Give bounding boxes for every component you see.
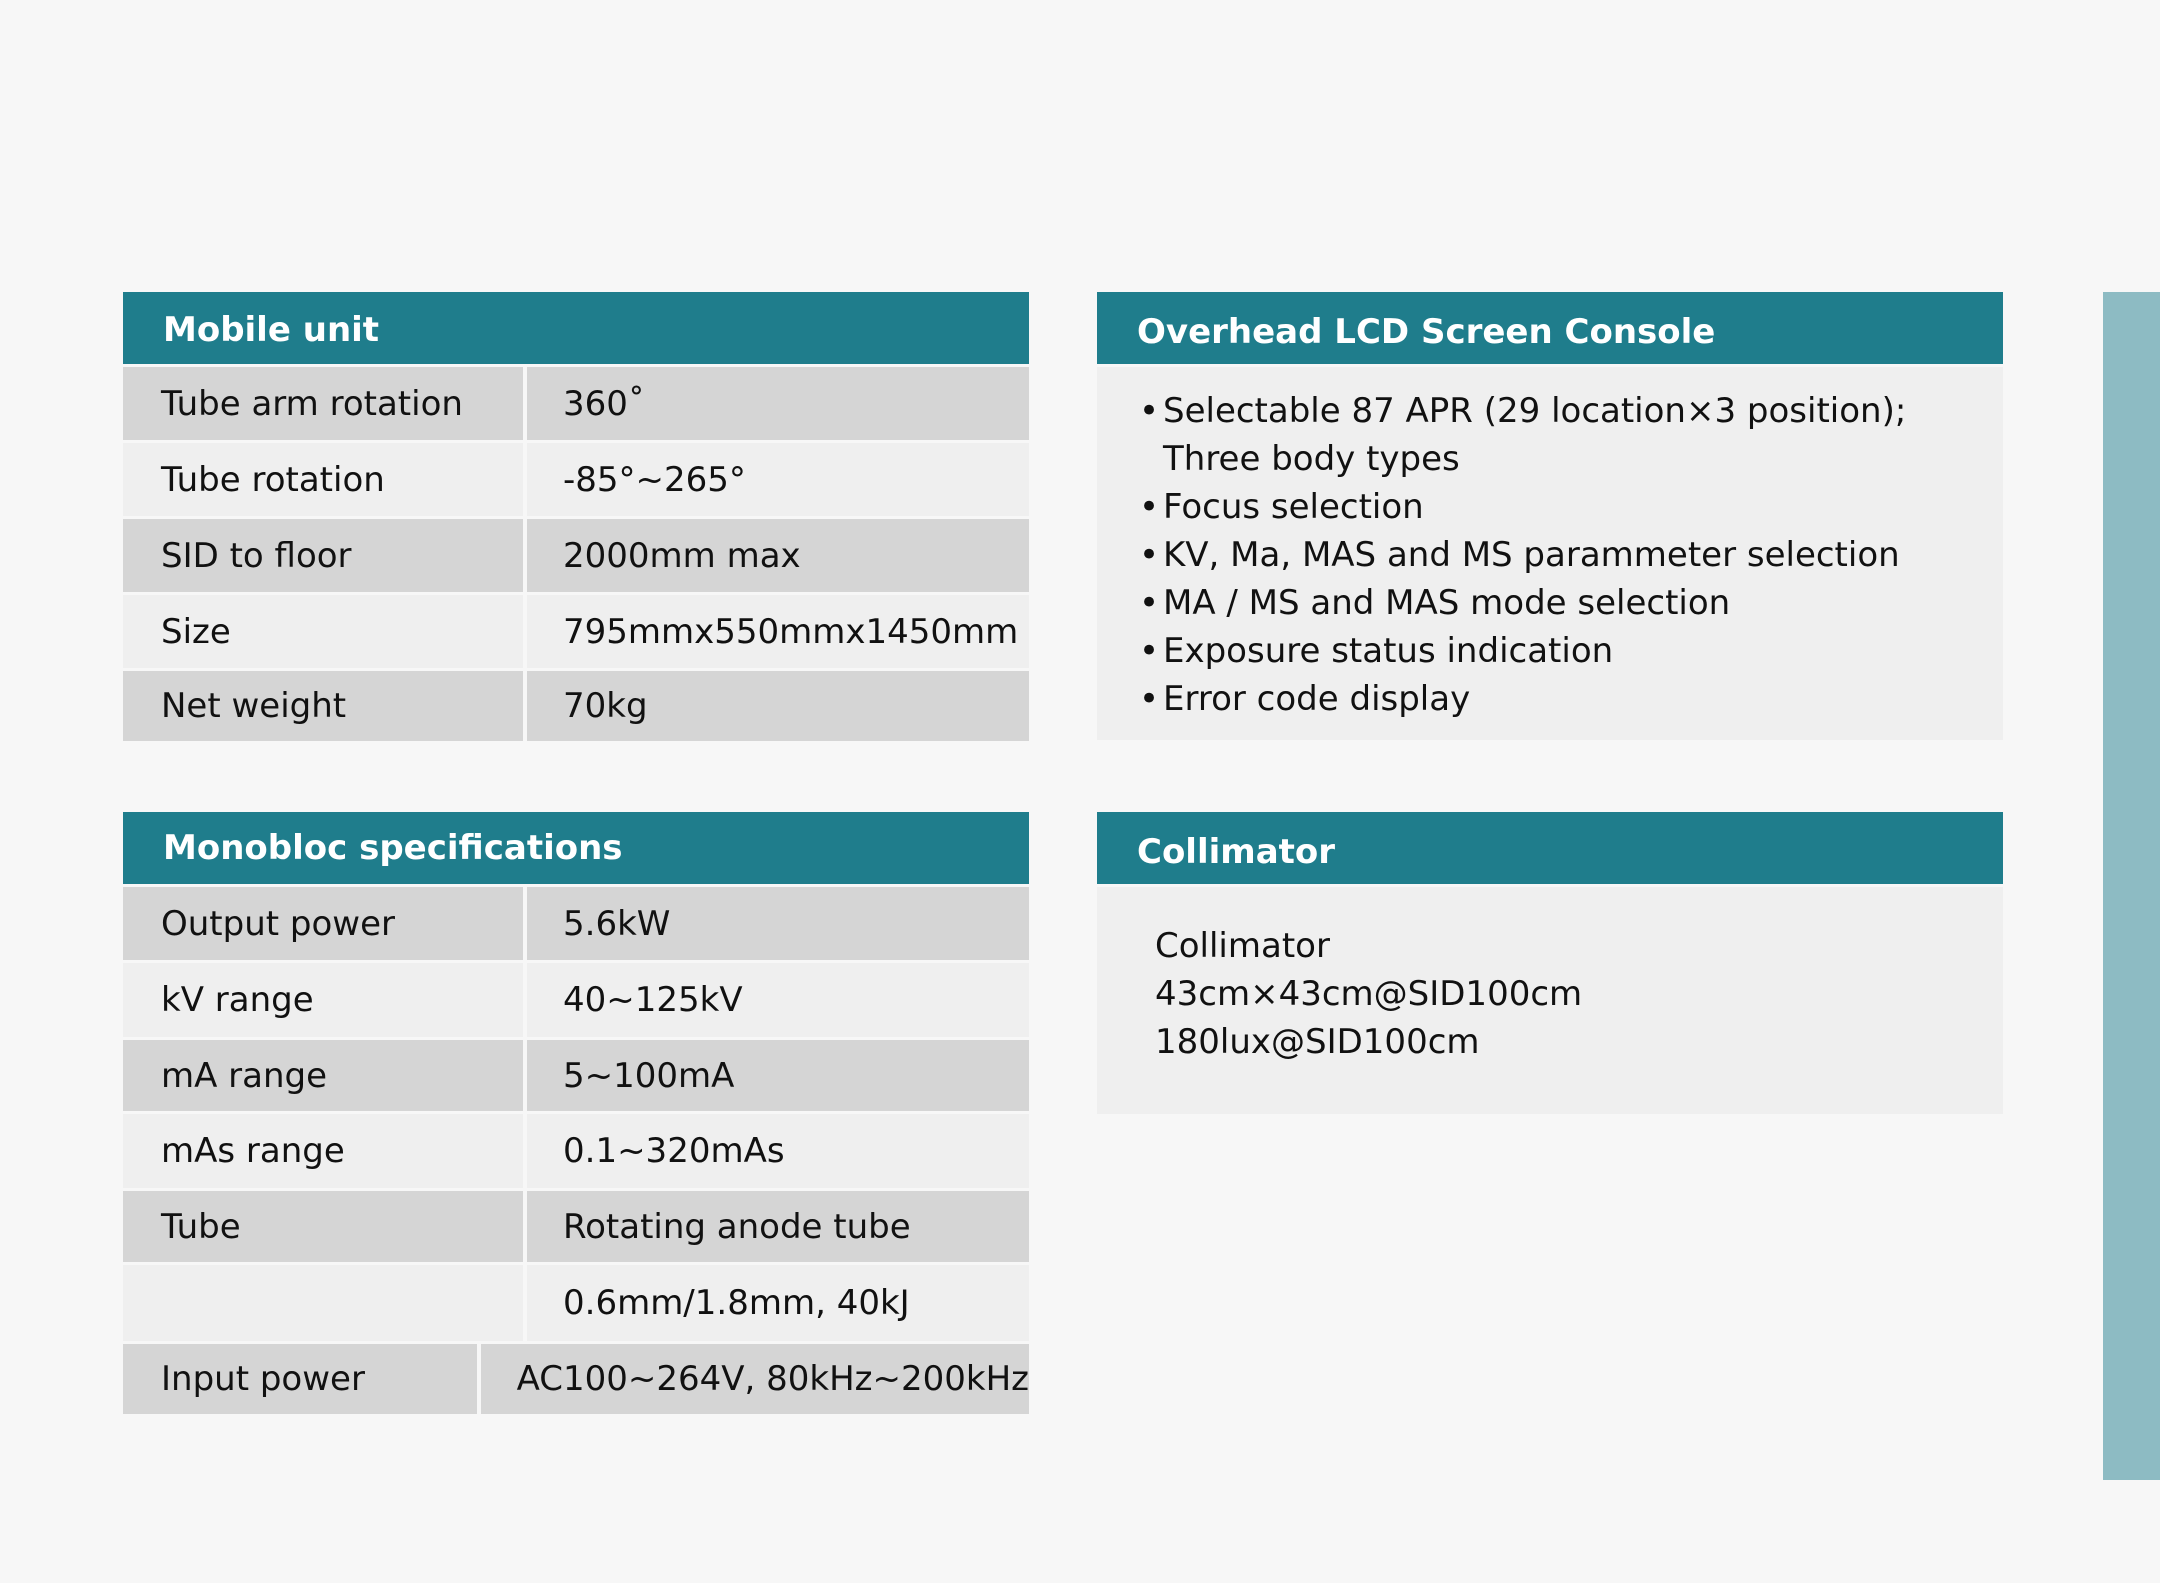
overhead-console-header: Overhead LCD Screen Console	[1097, 292, 2003, 364]
overhead-console-body	[1097, 364, 2003, 740]
list-item: • Exposure status indication	[1097, 627, 2003, 675]
collimator-line: 180lux@SID100cm	[1155, 1022, 1480, 1062]
table-row	[123, 960, 1029, 1037]
bullet-icon: •	[1139, 535, 1160, 575]
spec-value: 0.1~320mAs	[527, 1114, 1029, 1188]
spec-value: 40~125kV	[527, 963, 1029, 1037]
spec-label: Tube arm rotation	[123, 367, 527, 440]
bullet-icon: •	[1139, 631, 1160, 671]
overhead-console-panel	[1097, 292, 2003, 740]
spec-label: SID to floor	[123, 519, 527, 592]
list-item: • Selectable 87 APR (29 location×3 position); Three body types	[1097, 387, 2003, 483]
table-row	[123, 668, 1029, 741]
collimator-details	[1097, 887, 2003, 1066]
bullet-icon: •	[1139, 679, 1160, 719]
spec-label: Size	[123, 595, 527, 668]
collimator-line: 43cm×43cm@SID100cm	[1155, 974, 1583, 1014]
spec-label: mA range	[123, 1040, 527, 1111]
table-row	[123, 516, 1029, 592]
bullet-icon: •	[1139, 487, 1160, 527]
table-row	[123, 440, 1029, 516]
spec-value: -85°~265°	[527, 443, 1029, 516]
list-item: • Error code display	[1097, 675, 2003, 723]
spec-value: 5~100mA	[527, 1040, 1029, 1111]
collimator-line: Collimator	[1155, 926, 1330, 966]
spec-label: mAs range	[123, 1114, 527, 1188]
bullet-icon: •	[1139, 391, 1160, 431]
spec-label	[123, 1265, 527, 1341]
table-row	[123, 364, 1029, 440]
list-item: • MA / MS and MAS mode selection	[1097, 579, 2003, 627]
spec-value: 0.6mm/1.8mm, 40kJ	[527, 1265, 1029, 1341]
table-row	[123, 1341, 1029, 1414]
monobloc-table	[123, 812, 1029, 1414]
mobile-unit-table	[123, 292, 1029, 741]
spec-label: kV range	[123, 963, 527, 1037]
spec-label: Tube	[123, 1191, 527, 1262]
spec-value: AC100~264V, 80kHz~200kHz	[481, 1344, 1029, 1414]
spec-value: 2000mm max	[527, 519, 1029, 592]
table-row	[123, 592, 1029, 668]
table-row	[123, 1111, 1029, 1188]
spec-value: 70kg	[527, 671, 1029, 741]
collimator-panel	[1097, 812, 2003, 1114]
spec-label: Input power	[123, 1344, 481, 1414]
spec-value: 795mmx550mmx1450mm	[527, 595, 1029, 668]
list-item: • KV, Ma, MAS and MS parammeter selection	[1097, 531, 2003, 579]
collimator-header: Collimator	[1097, 812, 2003, 884]
table-row	[123, 884, 1029, 960]
spec-value: 360˚	[527, 367, 1029, 440]
spec-value: 5.6kW	[527, 887, 1029, 960]
spec-value: Rotating anode tube	[527, 1191, 1029, 1262]
feature-list	[1097, 367, 2003, 723]
list-item: • Focus selection	[1097, 483, 2003, 531]
spec-label: Net weight	[123, 671, 527, 741]
table-row	[123, 1188, 1029, 1262]
side-accent-bar	[2103, 292, 2160, 1480]
mobile-unit-header: Mobile unit	[123, 292, 1029, 364]
bullet-icon: •	[1139, 583, 1160, 623]
collimator-body	[1097, 884, 2003, 1114]
table-row	[123, 1262, 1029, 1341]
table-row	[123, 1037, 1029, 1111]
spec-label: Output power	[123, 887, 527, 960]
spec-label: Tube rotation	[123, 443, 527, 516]
monobloc-header: Monobloc specifications	[123, 812, 1029, 884]
